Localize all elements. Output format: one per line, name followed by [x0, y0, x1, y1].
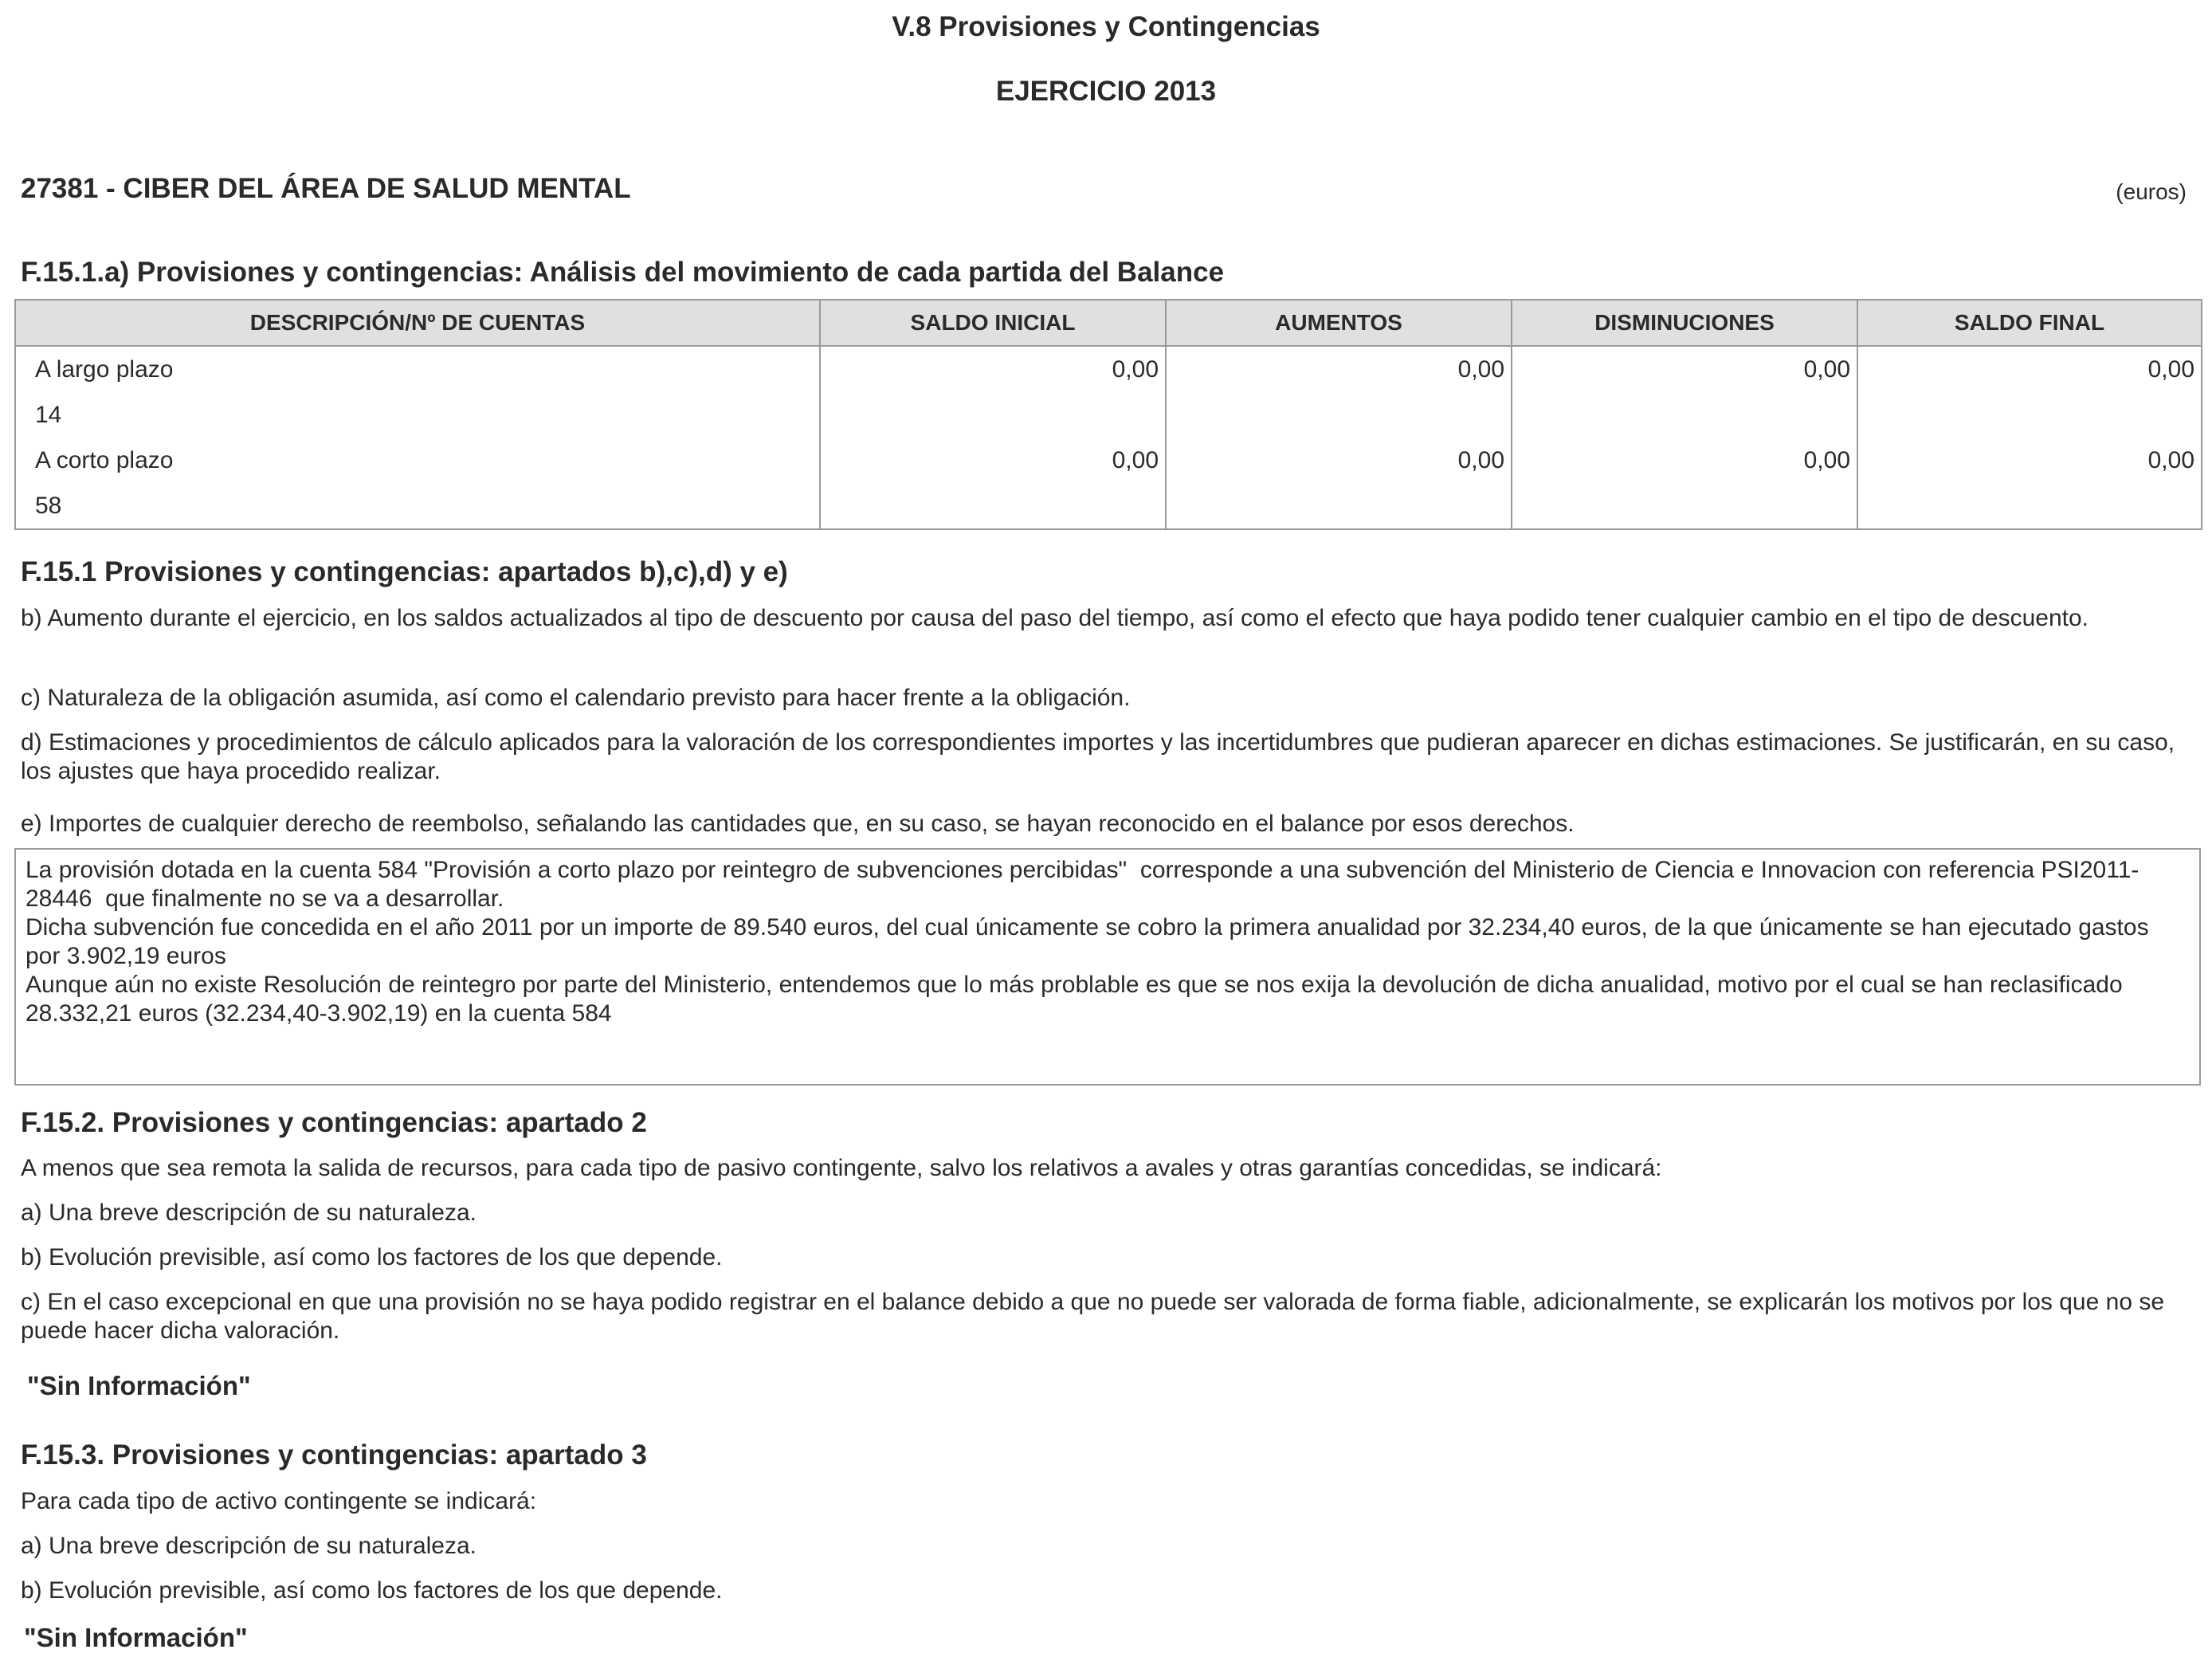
fiscal-year-title: EJERCICIO 2013	[995, 76, 1217, 107]
row-aumentos	[1166, 392, 1512, 438]
row-description: A largo plazo	[15, 346, 820, 392]
table-row	[15, 392, 2202, 438]
page-title: V.8 Provisiones y Contingencias	[892, 11, 1320, 42]
section-heading-f151: F.15.1 Provisiones y contingencias: apartados b),c),d) y e)	[21, 556, 788, 587]
note-text-box: La provisión dotada en la cuenta 584 "Provisión a corto plazo por reintegro de subvenciones percibidas" corresponde a una subvención del Ministerio de Ciencia e Innovacion con referencia PSI2011-28446 que finalmente no se va a desarrollar. Dicha subvención fue concedida en el año 2011 por un importe de 89.540 euros, del cual únicamente se cobro la primera anualidad por 32.234,40 euros, de la que únicamente se han ejecutado gastos por 3.902,19 euros Aunque aún no existe Resolución de reintegro por parte del Ministerio, entendemos que lo más problable es que se nos exija la devolución de dicha anualidad, motivo por el cual se han reclasificado 28.332,21 euros (32.234,40-3.902,19) en la cuenta 584	[14, 848, 2201, 1086]
table-header-row	[15, 300, 2202, 346]
section-heading-f152: F.15.2. Provisiones y contingencias: apartado 2	[21, 1107, 647, 1138]
info-status-f153: "Sin Información"	[24, 1623, 248, 1652]
row-disminuciones: 0,00	[1512, 438, 1857, 483]
entity-title: 27381 - CIBER DEL ÁREA DE SALUD MENTAL	[21, 173, 631, 204]
paragraph-f151-c: c) Naturaleza de la obligación asumida, así como el calendario previsto para hacer frente a la obligación.	[21, 685, 1131, 711]
row-disminuciones	[1512, 392, 1857, 438]
paragraph-f151-b: b) Aumento durante el ejercicio, en los saldos actualizados al tipo de descuento por causa del paso del tiempo, así como el efecto que haya podido tener cualquier cambio en el tipo de descuento.	[21, 605, 2088, 631]
paragraph-f152-a: a) Una breve descripción de su naturaleza.	[21, 1200, 477, 1226]
row-saldo-inicial: 0,00	[820, 438, 1166, 483]
row-description: A corto plazo	[15, 438, 820, 483]
row-saldo-inicial	[820, 483, 1166, 529]
row-saldo-final	[1857, 392, 2202, 438]
column-header-description: DESCRIPCIÓN/Nº DE CUENTAS	[15, 300, 820, 346]
section-heading-f153: F.15.3. Provisiones y contingencias: apartado 3	[21, 1439, 647, 1471]
paragraph-f153-intro: Para cada tipo de activo contingente se indicará:	[21, 1488, 537, 1514]
row-aumentos	[1166, 483, 1512, 529]
row-saldo-inicial	[820, 392, 1166, 438]
table-row	[15, 346, 2202, 392]
section-heading-f151a: F.15.1.a) Provisiones y contingencias: Análisis del movimiento de cada partida del Balance	[21, 257, 1225, 288]
paragraph-f152-b: b) Evolución previsible, así como los factores de los que depende.	[21, 1244, 723, 1270]
movement-table	[14, 299, 2202, 530]
row-disminuciones: 0,00	[1512, 346, 1857, 392]
column-header-aumentos: AUMENTOS	[1166, 300, 1512, 346]
paragraph-f152-c: c) En el caso excepcional en que una provisión no se haya podido registrar en el balance debido a que no puede ser valorada de forma fiable, adicionalmente, se explicarán los motivos por los que no se puede hacer dicha valoración.	[21, 1289, 2165, 1344]
units-label: (euros)	[2116, 179, 2187, 204]
paragraph-f151-d: d) Estimaciones y procedimientos de cálculo aplicados para la valoración de los correspondientes importes y las incertidumbres que pudieran aparecer en dichas estimaciones. Se justificarán, en su caso, los ajustes que haya procedido realizar.	[21, 729, 2175, 784]
paragraph-f152-intro: A menos que sea remota la salida de recursos, para cada tipo de pasivo contingente, salvo los relativos a avales y otras garantías concedidas, se indicará:	[21, 1155, 1662, 1181]
row-saldo-final: 0,00	[1857, 438, 2202, 483]
table-row	[15, 483, 2202, 529]
column-header-disminuciones: DISMINUCIONES	[1512, 300, 1857, 346]
column-header-saldo-final: SALDO FINAL	[1857, 300, 2202, 346]
row-disminuciones	[1512, 483, 1857, 529]
table-row	[15, 438, 2202, 483]
row-aumentos: 0,00	[1166, 346, 1512, 392]
row-aumentos: 0,00	[1166, 438, 1512, 483]
row-saldo-final	[1857, 483, 2202, 529]
row-description: 58	[15, 483, 820, 529]
row-description: 14	[15, 392, 820, 438]
row-saldo-final: 0,00	[1857, 346, 2202, 392]
column-header-saldo-inicial: SALDO INICIAL	[820, 300, 1166, 346]
info-status-f152: "Sin Información"	[27, 1371, 251, 1400]
paragraph-f153-b: b) Evolución previsible, así como los factores de los que depende.	[21, 1577, 723, 1604]
paragraph-f153-a: a) Una breve descripción de su naturaleza.	[21, 1533, 477, 1559]
row-saldo-inicial: 0,00	[820, 346, 1166, 392]
paragraph-f151-e: e) Importes de cualquier derecho de reembolso, señalando las cantidades que, en su caso, se hayan reconocido en el balance por esos derechos.	[21, 811, 1575, 837]
